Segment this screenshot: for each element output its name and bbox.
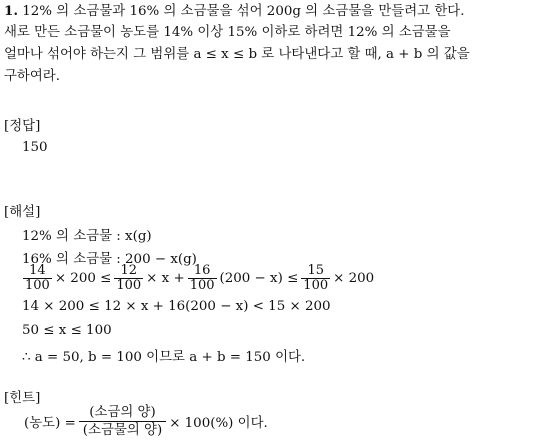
hint-denominator: (소금물의 양) (82, 423, 163, 438)
fraction-denominator: 100 (25, 278, 50, 293)
fraction-numerator: 14 (23, 264, 52, 279)
solution-inequality (22, 264, 376, 293)
solution-step-5: 50 ≤ x ≤ 100 (22, 323, 112, 338)
fraction-denominator: 100 (189, 278, 215, 293)
hint-formula (22, 404, 270, 439)
fraction-numerator: 16 (188, 264, 217, 279)
fraction-12-100 (114, 264, 143, 293)
answer-heading: [정답] (4, 119, 41, 134)
hint-rhs: × 100(%) 이다. (169, 416, 268, 431)
answer-value: 150 (22, 140, 48, 155)
fraction-16-100 (188, 264, 217, 293)
solution-step-2: 16% 의 소금물 : 200 − x(g) (22, 252, 197, 267)
problem-number: 1. (4, 3, 18, 19)
problem-line-2: 새로 만든 소금물이 농도를 14% 이상 15% 이하로 하려면 12% 의 소금물을 (4, 25, 451, 40)
hint-fraction (79, 404, 166, 439)
fraction-14-100 (23, 264, 52, 293)
ineq-term-3: (200 − x) ≤ (219, 271, 299, 286)
problem-line-3: 얼마나 섞어야 하는지 그 범위를 a ≤ x ≤ b 로 나타낸다고 할 때, a + b 의 값을 (4, 47, 470, 62)
problem-line-1 (4, 2, 465, 21)
hint-lhs: (농도) = (24, 416, 76, 431)
fraction-denominator: 100 (116, 278, 142, 293)
solution-step-6: ∴ a = 50, b = 100 이므로 a + b = 150 이다. (22, 350, 306, 365)
problem-text-1: 12% 의 소금물과 16% 의 소금물을 섞어 200g 의 소금물을 만들려고 한다. (22, 4, 465, 19)
problem-line-4: 구하여라. (4, 69, 60, 84)
fraction-numerator: 12 (114, 264, 143, 279)
solution-step-1: 12% 의 소금물 : x(g) (22, 229, 152, 244)
fraction-numerator: 15 (301, 264, 330, 279)
ineq-term-1: × 200 ≤ (54, 271, 112, 286)
fraction-15-100 (301, 264, 330, 293)
solution-heading: [해설] (4, 205, 41, 220)
ineq-term-2: × x + (146, 271, 185, 286)
fraction-denominator: 100 (303, 278, 329, 293)
hint-heading: [힌트] (4, 391, 41, 406)
solution-step-4: 14 × 200 ≤ 12 × x + 16(200 − x) < 15 × 200 (22, 299, 331, 314)
hint-numerator: (소금의 양) (79, 404, 166, 422)
ineq-term-4: × 200 (333, 271, 375, 286)
